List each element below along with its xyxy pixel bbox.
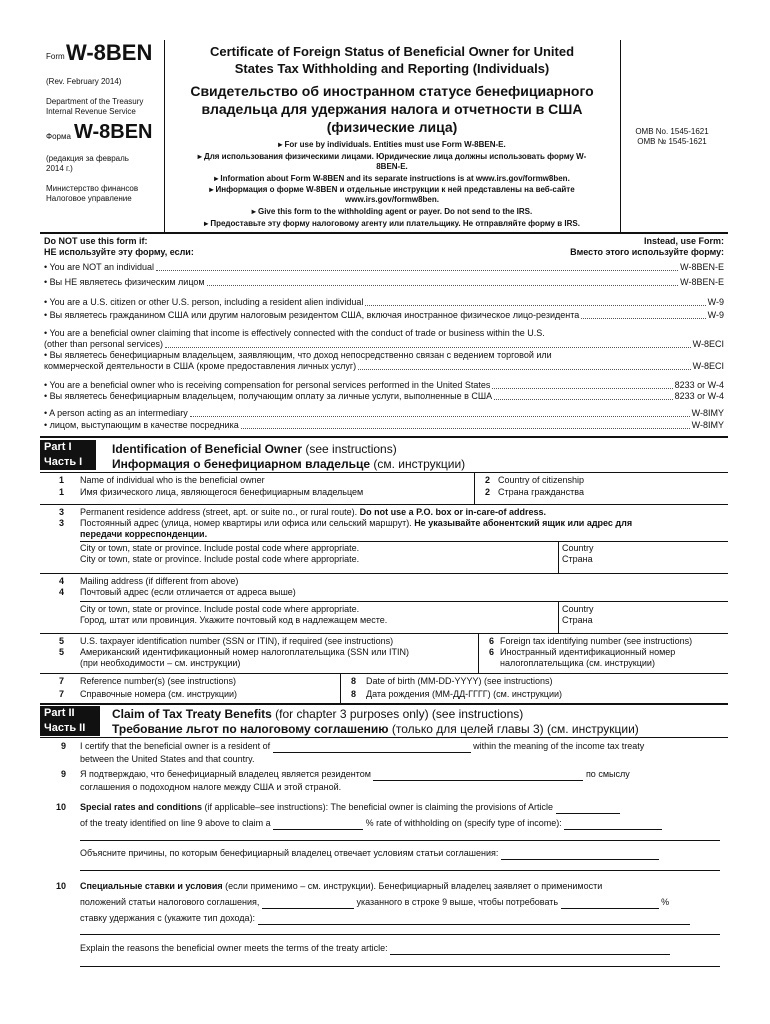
country-label-ru: Страна [562, 554, 593, 564]
donot-row: • Вы НЕ являетесь физическим лицом W-8BEN-E [44, 277, 724, 287]
line-10-ru-e: Explain the reasons the beneficial owner meets the terms of the treaty article: [80, 943, 670, 955]
line-5-label-ru2: (при необходимости – см. инструкции) [80, 658, 241, 668]
donot-row: (other than personal services) W-8ECI [44, 339, 724, 349]
part1-title-en: Identification of Beneficial Owner (see instructions) [112, 442, 397, 456]
instr-6: ▸ Предоставьте эту форму налоговому агенту или плательщику. Не отправляйте форму в IRS. [204, 219, 580, 228]
line-3-number-ru: 3 [58, 518, 64, 528]
line-9-en-cont: between the United States and that country. [80, 754, 255, 764]
line-2-number-ru: 2 [484, 487, 490, 497]
line-1-number: 1 [58, 475, 64, 485]
line-2-number: 2 [484, 475, 490, 485]
line-3-label-en: Permanent residence address (street, apt. or suite no., or rural route). Do not use a P.O. box or in-care-of address. [80, 507, 547, 517]
dept-line1: Department of the Treasury [46, 97, 144, 106]
country2-label-ru: Страна [562, 615, 593, 625]
forma-word: Форма [46, 132, 71, 141]
rev-date: (Rev. February 2014) [46, 77, 122, 86]
line-5-number-ru: 5 [58, 647, 64, 657]
reasons-input[interactable] [501, 848, 659, 860]
dept-line2: Internal Revenue Service [46, 107, 136, 116]
part2-title-en: Claim of Tax Treaty Benefits (for chapter 3 purposes only) (see instructions) [112, 707, 524, 721]
part2-label-en: Part II [40, 706, 100, 721]
line-10-number-ru: 10 [55, 881, 66, 891]
instr-4b[interactable]: www.irs.gov/formw8ben. [345, 195, 439, 204]
donot-row: • You are NOT an individual W-8BEN-E [44, 262, 724, 272]
country2-label-en: Country [562, 604, 594, 614]
article-input-ru[interactable] [262, 897, 354, 909]
line-4-number-ru: 4 [58, 587, 64, 597]
instr-4a: ▸ Информация о форме W-8BEN и отдельные инструкции к ней представлены на веб-сайте [209, 185, 575, 194]
instr-1: ▸ For use by individuals. Entities must use Form W-8BEN-E. [278, 140, 506, 149]
line-2-label-en: Country of citizenship [498, 475, 585, 485]
line-8-label-ru: Дата рождения (ММ-ДД-ГГГГ) (см. инструкции) [366, 689, 563, 699]
donot-row: • Вы являетесь гражданином США или другим налоговым резидентом США, включая иностранное физическое лицо-резидента W-9 [44, 310, 724, 320]
line-3-label-ru: Постоянный адрес (улица, номер квартиры или офиса или сельский маршрут). Не указывайте абонентский ящик или адрес для [80, 518, 633, 528]
part2-label-ru: Часть II [40, 721, 100, 736]
donot-row: • лицом, выступающим в качестве посредника W-8IMY [44, 420, 724, 430]
line-6-number: 6 [488, 636, 494, 646]
line-8-number-ru: 8 [350, 689, 356, 699]
donot-heading-en: Do NOT use this form if: [44, 236, 148, 246]
form-word: Form [46, 52, 65, 61]
income-type-input-ru[interactable] [258, 913, 690, 925]
part1-label-ru: Часть I [40, 455, 96, 470]
donot-row: • Вы являетесь бенефициарным владельцем, заявляющим, что доход непосредственно связан с ведением торговой или [44, 350, 552, 360]
donot-row: • A person acting as an intermediary W-8IMY [44, 408, 724, 418]
instr-5: ▸ Give this form to the withholding agent or payer. Do not send to the IRS. [251, 207, 533, 216]
line-2-label-ru: Страна гражданства [498, 487, 584, 497]
title-ru-line1: Свидетельство об иностранном статусе бенефициарного [190, 83, 594, 99]
line-1-number-ru: 1 [58, 487, 64, 497]
part1-title-ru: Информация о бенефициарном владельце (см. инструкции) [112, 457, 466, 471]
instr-2a: ▸ Для использования физическими лицами. Юридические лица должны использовать форму W- [197, 152, 587, 161]
line-10-ru: Специальные ставки и условия (если применимо – см. инструкции). Бенефициарный владелец заявляет о применимости [80, 881, 603, 891]
line-6-number-ru: 6 [488, 647, 494, 657]
line-10-ru-b: положений статьи налогового соглашения, указанного в строке 9 выше, чтобы потребовать % [80, 897, 670, 907]
donot-row: • Вы являетесь бенефициарным владельцем, получающим оплату за личные услуги, выполненные в США 8233 or W-4 [44, 391, 724, 401]
line-6-label-ru1: Иностранный идентификационный номер [500, 647, 676, 657]
line-7-label-en: Reference number(s) (see instructions) [80, 676, 237, 686]
line-8-number: 8 [350, 676, 356, 686]
line-10-en-d: Объясните причины, по которым бенефициарный владелец отвечает условиям статьи соглашения: [80, 848, 659, 860]
part2-title-ru: Требование льгот по налоговому соглашению (только для целей главы 3) (см. инструкции) [112, 722, 639, 736]
line-7-label-ru: Справочные номера (см. инструкции) [80, 689, 238, 699]
line-10-ru-d: ставку удержания с (укажите тип дохода): [80, 913, 690, 925]
line-3-number: 3 [58, 507, 64, 517]
city2-label-en: City or town, state or province. Include postal code where appropriate. [80, 604, 360, 614]
line-6-label-ru2: налогоплательщика (см. инструкции) [500, 658, 655, 668]
donot-heading-ru: НЕ используйте эту форму, если: [44, 247, 194, 257]
title-en-line2: States Tax Withholding and Reporting (Individuals) [234, 61, 550, 76]
donot-row: • You are a U.S. citizen or other U.S. person, including a resident alien individual W-9 [44, 297, 724, 307]
title-en-line1: Certificate of Foreign Status of Beneficial Owner for United [209, 44, 575, 59]
article-input[interactable] [556, 802, 620, 814]
line-3-label-ru-cont: передачи корреспонденции. [80, 529, 208, 539]
line-7-number-ru: 7 [58, 689, 64, 699]
dept-ru1: Министерство финансов [46, 184, 139, 193]
country-label-en: Country [562, 543, 594, 553]
donot-row: • You are a beneficial owner claiming that income is effectively connected with the conduct of trade or business within the U.S. [44, 328, 545, 338]
omb-number: OMB No. 1545-1621 [635, 127, 709, 136]
line-5-number: 5 [58, 636, 64, 646]
rev-date-ru2: 2014 г.) [46, 164, 73, 173]
instr-3: ▸ Information about Form W-8BEN and its separate instructions is at www.irs.gov/formw8ben. [214, 174, 570, 183]
title-ru-line3: (физические лица) [326, 119, 458, 135]
beneficial-owner-name-input[interactable] [80, 497, 472, 503]
line-9-ru: Я подтверждаю, что бенефициарный владелец является резидентом по смыслу [80, 769, 630, 779]
instr-2b: 8BEN-E. [376, 162, 408, 171]
line-4-label-en: Mailing address (if different from above) [80, 576, 239, 586]
residence-country-input-ru[interactable] [373, 769, 583, 781]
line-9-number: 9 [60, 741, 66, 751]
line-9-en: I certify that the beneficial owner is a resident of within the meaning of the income tax treaty [80, 741, 645, 751]
line-1-label-ru: Имя физического лица, являющегося бенефициарным владельцем [80, 487, 364, 497]
donot-row: коммерческой деятельности в США (кроме предоставления личных услуг) W-8ECI [44, 361, 724, 371]
form-name-ru: W-8BEN [74, 121, 153, 143]
line-10-en: Special rates and conditions (if applicable–see instructions): The beneficial owner is claiming the provisions of Article [80, 802, 620, 814]
line-4-number: 4 [58, 576, 64, 586]
city2-label-ru: Город, штат или провинция. Укажите почтовый код в надлежащем месте. [80, 615, 388, 625]
line-9-number-ru: 9 [60, 769, 66, 779]
dept-ru2: Налоговое управление [46, 194, 132, 203]
line-4-label-ru: Почтовый адрес (если отличается от адреса выше) [80, 587, 296, 597]
rev-date-ru1: (редакция за февраль [46, 154, 129, 163]
rate-input[interactable] [273, 818, 363, 830]
part1-label-en: Part I [40, 440, 96, 455]
reasons-input-ru[interactable] [390, 943, 670, 955]
line-6-label-en: Foreign tax identifying number (see instructions) [500, 636, 693, 646]
title-ru-line2: владельца для удержания налога и отчетности в США [201, 101, 583, 117]
instead-heading-ru: Вместо этого используйте форму: [570, 247, 724, 257]
line-5-label-ru1: Американский идентификационный номер налогоплательщика (SSN или ITIN) [80, 647, 410, 657]
line-10-en-b: of the treaty identified on line 9 above to claim a % rate of withholding on (specify type of income): [80, 818, 662, 830]
income-type-input[interactable] [564, 818, 662, 830]
rate-input-ru[interactable] [561, 897, 659, 909]
omb-number-ru: OMB № 1545-1621 [637, 137, 707, 146]
line-8-label-en: Date of birth (MM-DD-YYYY) (see instructions) [366, 676, 553, 686]
line-10-number: 10 [55, 802, 66, 812]
line-7-number: 7 [58, 676, 64, 686]
city-label-en: City or town, state or province. Include postal code where appropriate. [80, 543, 360, 553]
instead-heading-en: Instead, use Form: [643, 236, 724, 246]
residence-country-input[interactable] [273, 741, 471, 753]
form-name: W-8BEN [66, 40, 153, 65]
line-5-label-en: U.S. taxpayer identification number (SSN or ITIN), if required (see instructions) [80, 636, 394, 646]
line-9-ru-cont: соглашения о подоходном налоге между США и этой страной. [80, 782, 342, 792]
city-label-ru: City or town, state or province. Include postal code where appropriate. [80, 554, 360, 564]
donot-row: • You are a beneficial owner who is receiving compensation for personal services performed in the United States 8233 or W-4 [44, 380, 724, 390]
line-1-label-en: Name of individual who is the beneficial owner [80, 475, 265, 485]
